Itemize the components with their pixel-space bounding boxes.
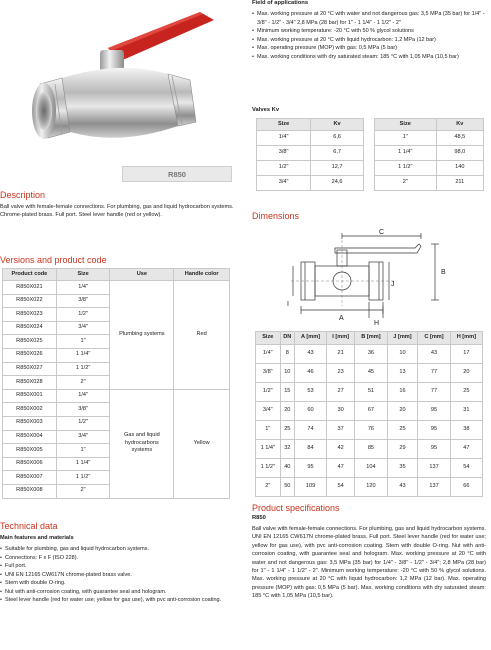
spec-text: Ball valve with female-female connections. For plumbing, gas and liquid hydrocarbon systems. UNI EN 12165 CW617N chrome-plated brass. Full port. Steel lever handle (red for water use; yellow for gas use), with pvc anti-corrosion coating. Stem with double O-ring. Nut with anti-corrosion coating, with guarantee seal and hologram. Max. working pressure at 20 °C with water and not dangerous gas: 3,5 MPa (35 bar) for 1/4" - 3/8" - 1/2" - 3/4"; 2,8 MPa (28 bar) for 1" - 1 1/4" - 1 1/2" - 2". Minimum working temperature: -20 °C with 50 % glycol solutions. Max. working pressure at 20 °C with liquid hydrocarbon: 1,2 MPa (12 bar). Max. operating pressure (MOP) with gas: 0,5 MPa (5 bar). Max. working conditions with dry saturated steam: 185 °C with 1,05 MPa (10,5 bar). xyxy=(252,526,486,600)
versions-header-size: Size xyxy=(56,269,110,281)
dimensions-cell: 25 xyxy=(280,421,294,440)
dimensions-cell: 32 xyxy=(280,440,294,459)
dimensions-cell: 95 xyxy=(418,402,450,421)
size-cell: 1 1/2" xyxy=(56,362,110,376)
product-code-cell: R850X026 xyxy=(3,348,57,362)
dimensions-cell: 15 xyxy=(280,383,294,402)
product-code-label: R850 xyxy=(168,170,186,179)
versions-header-color: Handle color xyxy=(174,269,230,281)
dimensions-cell: 36 xyxy=(355,345,387,364)
kv-row xyxy=(375,161,484,176)
product-code-cell: R850X024 xyxy=(3,321,57,335)
versions-title: Versions and product code xyxy=(0,255,107,265)
dimensions-cell: 43 xyxy=(387,478,418,497)
dimensions-cell: 3/4" xyxy=(256,402,281,421)
dimensions-cell: 60 xyxy=(295,402,327,421)
dimensions-header: H [mm] xyxy=(450,332,482,345)
kv-size-cell: 1 1/4" xyxy=(375,146,437,161)
dimensions-header: A [mm] xyxy=(295,332,327,345)
applications-item: • Max. operating pressure (MOP) with gas: 0,5 MPa (5 bar) xyxy=(252,44,486,53)
product-photo xyxy=(0,0,232,183)
dimensions-cell: 46 xyxy=(295,364,327,383)
dimensions-cell: 10 xyxy=(280,364,294,383)
dimensions-cell: 77 xyxy=(418,364,450,383)
dimensions-cell: 1 1/4" xyxy=(256,440,281,459)
dimensions-cell: 54 xyxy=(450,459,482,478)
dimensions-row xyxy=(256,383,483,402)
dimensions-cell: 51 xyxy=(355,383,387,402)
description-text: Ball valve with female-female connections. For plumbing, gas and liquid hydrocarbon systems. Chrome-plated brass. Full port. Steel lever handle (red or yellow). xyxy=(0,204,234,219)
kv-size-cell: 1 1/2" xyxy=(375,161,437,176)
dimensions-cell: 76 xyxy=(355,421,387,440)
technical-subtitle: Main features and materials xyxy=(0,535,74,541)
size-cell: 1/2" xyxy=(56,308,110,322)
use-cell: Gas and liquid hydrocarbons systems xyxy=(110,389,174,498)
kv-table-left xyxy=(256,118,364,191)
dimensions-cell: 30 xyxy=(326,402,354,421)
dimensions-cell: 85 xyxy=(355,440,387,459)
dimensions-cell: 104 xyxy=(355,459,387,478)
size-cell: 3/4" xyxy=(56,321,110,335)
dimensions-header: B [mm] xyxy=(355,332,387,345)
size-cell: 1/2" xyxy=(56,416,110,430)
dimensions-cell: 95 xyxy=(418,440,450,459)
dimensions-row xyxy=(256,345,483,364)
kv-value-cell: 6,6 xyxy=(311,131,364,146)
dimensions-cell: 31 xyxy=(450,402,482,421)
kv-row xyxy=(257,131,364,146)
dimensions-cell: 23 xyxy=(326,364,354,383)
dimensions-cell: 13 xyxy=(387,364,418,383)
kv-value-cell: 6,7 xyxy=(311,146,364,161)
product-code-cell: R850X025 xyxy=(3,335,57,349)
dimensions-cell: 120 xyxy=(355,478,387,497)
dimensions-cell: 25 xyxy=(450,383,482,402)
dimensions-cell: 10 xyxy=(387,345,418,364)
dimensions-cell: 95 xyxy=(418,421,450,440)
kv-size-cell: 1/2" xyxy=(257,161,311,176)
dimensions-cell: 25 xyxy=(387,421,418,440)
size-cell: 1 1/2" xyxy=(56,471,110,485)
applications-title: Field of applications xyxy=(252,0,309,6)
spec-code: R850 xyxy=(252,515,266,521)
dimensions-cell: 38 xyxy=(450,421,482,440)
dimensions-cell: 109 xyxy=(295,478,327,497)
applications-item: • Max. working pressure at 20 °C with water and not dangerous gas: 3,5 MPa (35 bar) for 1/4" - 3/8" - 1/2" - 3/4" 2,8 MPa (28 bar) for 1" - 1 1/4" - 1 1/2" - 2" xyxy=(252,10,486,27)
product-code-cell: R850X028 xyxy=(3,376,57,390)
kv-row xyxy=(375,176,484,191)
dimensions-cell: 20 xyxy=(450,364,482,383)
kv-header-size: Size xyxy=(257,119,311,131)
dimensions-cell: 137 xyxy=(418,459,450,478)
dimensions-cell: 16 xyxy=(387,383,418,402)
dimensions-cell: 77 xyxy=(418,383,450,402)
dimensions-cell: 66 xyxy=(450,478,482,497)
dimensions-cell: 67 xyxy=(355,402,387,421)
product-code-cell: R850X008 xyxy=(3,484,57,498)
dimensions-cell: 17 xyxy=(450,345,482,364)
dimensions-cell: 1" xyxy=(256,421,281,440)
kv-value-cell: 140 xyxy=(436,161,483,176)
size-cell: 3/4" xyxy=(56,430,110,444)
technical-item: • Steel lever handle (red for water use; yellow for gas use), with pvc anti-corrosion coating. xyxy=(0,596,228,605)
versions-row xyxy=(3,281,230,295)
technical-item: • Suitable for plumbing, gas and liquid hydrocarbon systems. xyxy=(0,545,228,554)
kv-header-size: Size xyxy=(375,119,437,131)
dimensions-row xyxy=(256,364,483,383)
size-cell: 3/8" xyxy=(56,294,110,308)
dimensions-header: Size xyxy=(256,332,281,345)
kv-value-cell: 211 xyxy=(436,176,483,191)
size-cell: 2" xyxy=(56,376,110,390)
dimensions-cell: 43 xyxy=(295,345,327,364)
dimensions-cell: 37 xyxy=(326,421,354,440)
dimensions-cell: 47 xyxy=(450,440,482,459)
kv-row xyxy=(375,146,484,161)
dimensions-cell: 95 xyxy=(295,459,327,478)
kv-size-cell: 3/4" xyxy=(257,176,311,191)
kv-row xyxy=(257,176,364,191)
size-cell: 1/4" xyxy=(56,281,110,295)
dimension-label-i: I xyxy=(287,301,289,308)
dimensions-cell: 54 xyxy=(326,478,354,497)
dimensions-cell: 50 xyxy=(280,478,294,497)
dimension-label-h: H xyxy=(374,320,380,326)
dimensions-cell: 20 xyxy=(387,402,418,421)
dimensions-cell: 3/8" xyxy=(256,364,281,383)
kv-row xyxy=(257,146,364,161)
kv-value-cell: 12,7 xyxy=(311,161,364,176)
dimensions-drawing xyxy=(285,226,455,326)
size-cell: 2" xyxy=(56,484,110,498)
dimensions-header: I [mm] xyxy=(326,332,354,345)
handle-color-cell: Red xyxy=(174,281,230,390)
dimensions-cell: 1 1/2" xyxy=(256,459,281,478)
kv-size-cell: 2" xyxy=(375,176,437,191)
kv-value-cell: 48,5 xyxy=(436,131,483,146)
technical-title: Technical data xyxy=(0,521,58,531)
dimensions-row xyxy=(256,402,483,421)
dimensions-cell: 45 xyxy=(355,364,387,383)
kv-row xyxy=(375,131,484,146)
size-cell: 3/8" xyxy=(56,403,110,417)
kv-value-cell: 24,6 xyxy=(311,176,364,191)
dimensions-cell: 29 xyxy=(387,440,418,459)
product-code-cell: R850X023 xyxy=(3,308,57,322)
spec-title: Product specifications xyxy=(252,503,340,513)
product-code-cell: R850X003 xyxy=(3,416,57,430)
use-cell: Plumbing systems xyxy=(110,281,174,390)
versions-table xyxy=(2,268,230,499)
ball-valve-photo xyxy=(0,0,232,166)
applications-list xyxy=(252,10,486,61)
kv-title: Valves Kv xyxy=(252,107,280,113)
technical-item: • Full port. xyxy=(0,562,228,571)
dimensions-cell: 1/4" xyxy=(256,345,281,364)
dimensions-title: Dimensions xyxy=(252,211,300,221)
dimension-label-a: A xyxy=(339,315,344,322)
technical-item: • Stem with double O-ring. xyxy=(0,579,228,588)
dimensions-row xyxy=(256,459,483,478)
dimensions-header: DN xyxy=(280,332,294,345)
product-code-cell: R850X007 xyxy=(3,471,57,485)
dimensions-header: J [mm] xyxy=(387,332,418,345)
product-code-cell: R850X005 xyxy=(3,444,57,458)
dimension-label-c: C xyxy=(379,229,385,236)
dimensions-cell: 43 xyxy=(418,345,450,364)
kv-size-cell: 3/8" xyxy=(257,146,311,161)
dimensions-cell: 1/2" xyxy=(256,383,281,402)
applications-item: • Max. working conditions with dry saturated steam: 185 °C with 1,05 MPa (10,5 bar) xyxy=(252,53,486,62)
dimensions-cell: 84 xyxy=(295,440,327,459)
dimensions-row xyxy=(256,421,483,440)
dimensions-cell: 35 xyxy=(387,459,418,478)
size-cell: 1 1/4" xyxy=(56,348,110,362)
dimensions-row xyxy=(256,440,483,459)
dimensions-row xyxy=(256,478,483,497)
product-code-cell: R850X021 xyxy=(3,281,57,295)
kv-size-cell: 1" xyxy=(375,131,437,146)
dimensions-cell: 53 xyxy=(295,383,327,402)
product-code-cell: R850X027 xyxy=(3,362,57,376)
size-cell: 1 1/4" xyxy=(56,457,110,471)
dimensions-table xyxy=(255,331,483,497)
technical-list xyxy=(0,545,228,605)
dimensions-cell: 40 xyxy=(280,459,294,478)
dimensions-cell: 21 xyxy=(326,345,354,364)
technical-item: • UNI EN 12165 CW617N chrome-plated brass valve. xyxy=(0,571,228,580)
product-code-cell: R850X004 xyxy=(3,430,57,444)
product-code-caption xyxy=(122,166,232,182)
dimensions-cell: 27 xyxy=(326,383,354,402)
dimension-label-b: B xyxy=(441,269,446,276)
dimensions-cell: 137 xyxy=(418,478,450,497)
technical-item: • Nut with anti-corrosion coating, with guarantee seal and hologram. xyxy=(0,588,228,597)
description-title: Description xyxy=(0,190,46,200)
kv-row xyxy=(257,161,364,176)
technical-item: • Connections: F x F (ISO 228). xyxy=(0,554,228,563)
kv-size-cell: 1/4" xyxy=(257,131,311,146)
size-cell: 1" xyxy=(56,444,110,458)
dimensions-cell: 20 xyxy=(280,402,294,421)
applications-item: • Minimum working temperature: -20 °C with 50 % glycol solutions xyxy=(252,27,486,36)
dimensions-cell: 8 xyxy=(280,345,294,364)
kv-header-kv: Kv xyxy=(436,119,483,131)
versions-header-use: Use xyxy=(110,269,174,281)
applications-item: • Max. working pressure at 20 °C with liquid hydrocarbon: 1,2 MPa (12 bar) xyxy=(252,36,486,45)
dimensions-cell: 2" xyxy=(256,478,281,497)
product-code-cell: R850X022 xyxy=(3,294,57,308)
kv-header-kv: Kv xyxy=(311,119,364,131)
dimensions-cell: 42 xyxy=(326,440,354,459)
dimensions-cell: 47 xyxy=(326,459,354,478)
size-cell: 1/4" xyxy=(56,389,110,403)
product-code-cell: R850X002 xyxy=(3,403,57,417)
kv-value-cell: 98,0 xyxy=(436,146,483,161)
dimensions-header: C [mm] xyxy=(418,332,450,345)
versions-row xyxy=(3,389,230,403)
product-code-cell: R850X006 xyxy=(3,457,57,471)
dimension-label-j: J xyxy=(391,281,395,288)
kv-table-right xyxy=(374,118,484,191)
dimensions-cell: 74 xyxy=(295,421,327,440)
size-cell: 1" xyxy=(56,335,110,349)
product-code-cell: R850X001 xyxy=(3,389,57,403)
versions-header-code: Product code xyxy=(3,269,57,281)
handle-color-cell: Yellow xyxy=(174,389,230,498)
